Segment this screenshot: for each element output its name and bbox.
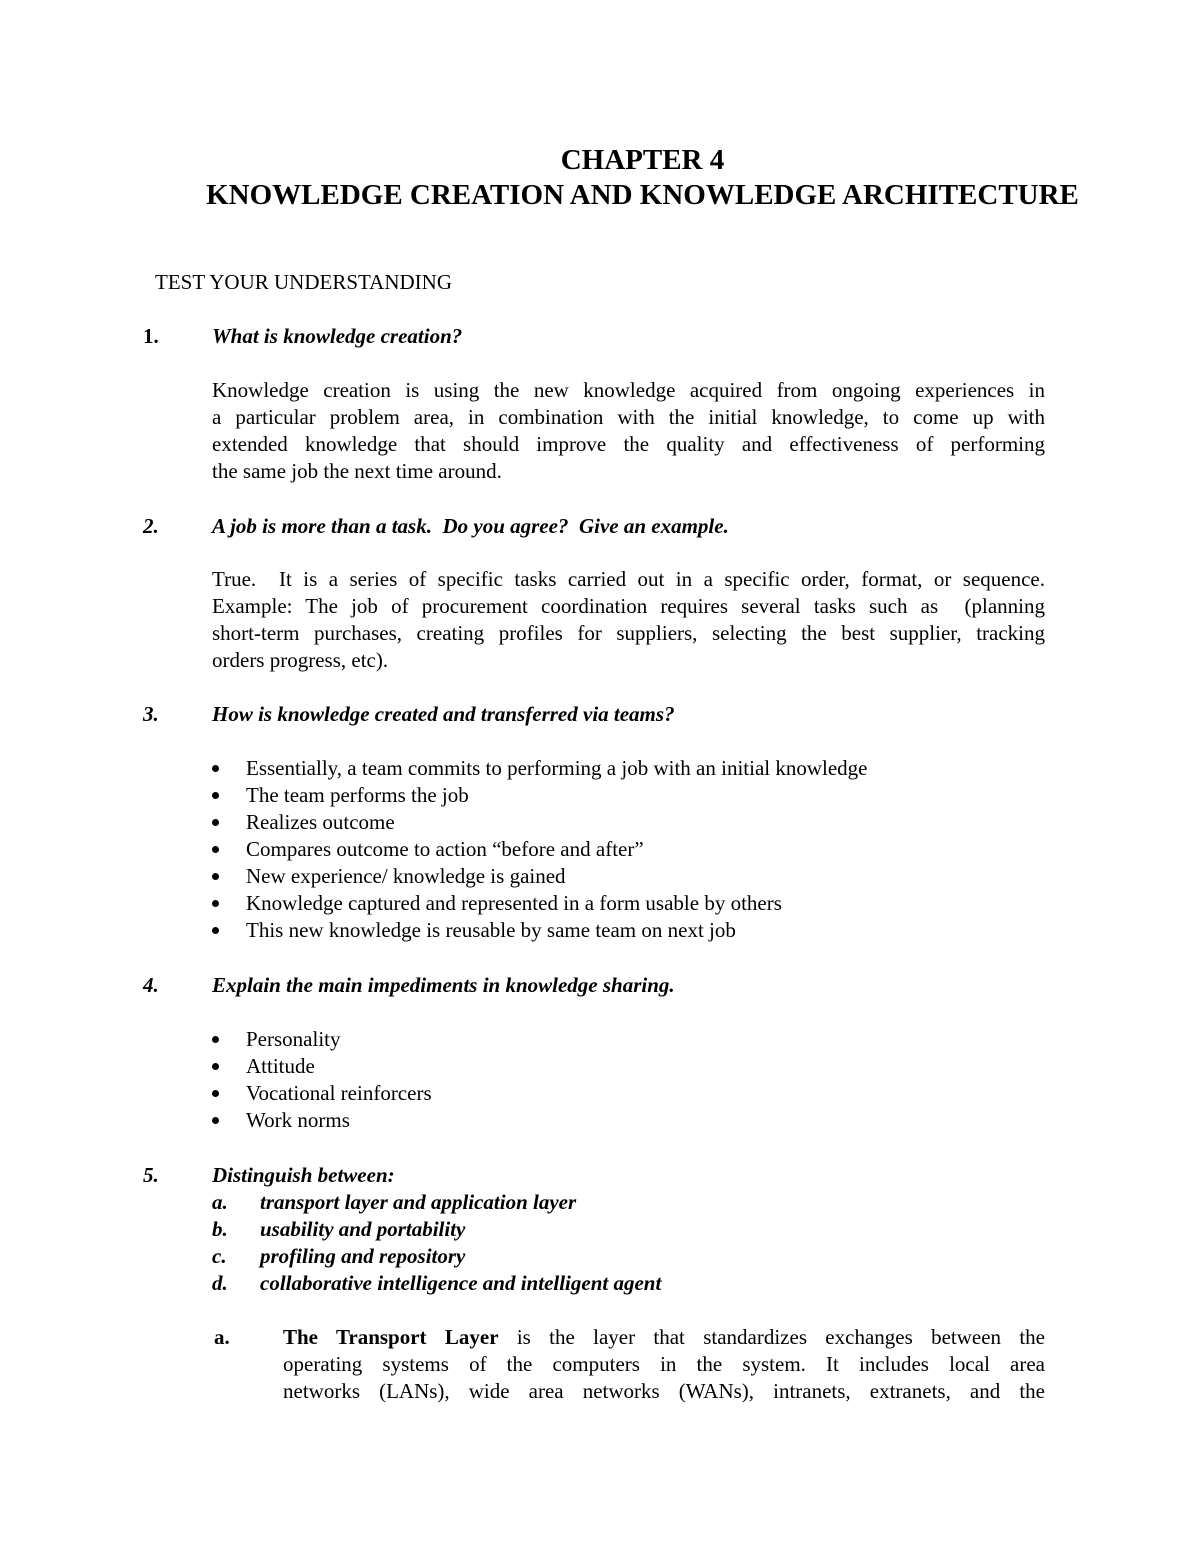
sub-item <box>212 1243 465 1269</box>
answer-line: operating systems of the computers in the system. It includes local area <box>283 1352 1045 1376</box>
bullet-text: Vocational reinforcers <box>246 1081 432 1105</box>
question-number: 2. <box>143 514 159 538</box>
bullet-icon <box>212 1090 219 1097</box>
answer-line <box>283 1324 1045 1350</box>
bullet-text: New experience/ knowledge is gained <box>246 864 566 888</box>
answer-letter: a. <box>214 1325 230 1349</box>
answer-line: Example: The job of procurement coordination requires several tasks such as (planning <box>212 594 1045 618</box>
bullet-icon <box>212 765 219 772</box>
question-number: 3. <box>143 702 159 726</box>
question-number: 1. <box>143 324 159 348</box>
bullet-icon <box>212 900 219 907</box>
answer-line: a particular problem area, in combination with the initial knowledge, to come up with <box>212 405 1045 429</box>
bullet-text: Realizes outcome <box>246 810 395 834</box>
bullet-icon <box>212 1036 219 1043</box>
answer-line: orders progress, etc). <box>212 648 389 672</box>
section-heading: TEST YOUR UNDERSTANDING <box>155 270 452 294</box>
bullet-icon <box>212 1117 219 1124</box>
bullet-text: Essentially, a team commits to performing a job with an initial knowledge <box>246 756 868 780</box>
answer-line: the same job the next time around. <box>212 459 502 483</box>
answer-line: short-term purchases, creating profiles for suppliers, selecting the best supplier, tracking <box>212 621 1045 645</box>
sub-item-text: profiling and repository <box>260 1244 466 1268</box>
bullet-text: Knowledge captured and represented in a form usable by others <box>246 891 782 915</box>
bullet-icon <box>212 819 219 826</box>
bullet-text: Attitude <box>246 1054 315 1078</box>
bullet-icon <box>212 927 219 934</box>
bullet-text: Personality <box>246 1027 341 1051</box>
answer-term: The Transport Layer <box>283 1325 499 1349</box>
sub-item-letter: c. <box>212 1244 227 1268</box>
question-number: 4. <box>143 973 159 997</box>
answer-line: networks (LANs), wide area networks (WANs), intranets, extranets, and the <box>283 1379 1045 1403</box>
bullet-text: Compares outcome to action “before and after” <box>246 837 644 861</box>
question-text: A job is more than a task. Do you agree? Give an example. <box>212 514 729 538</box>
answer-line: extended knowledge that should improve the quality and effectiveness of performing <box>212 432 1045 456</box>
sub-item <box>212 1189 576 1215</box>
bullet-text: This new knowledge is reusable by same team on next job <box>246 918 736 942</box>
sub-item <box>212 1216 465 1242</box>
bullet-text: Work norms <box>246 1108 350 1132</box>
answer-text: is the layer that standardizes exchanges between the <box>498 1325 1045 1349</box>
sub-item <box>212 1270 661 1296</box>
sub-item-text: usability and portability <box>260 1217 466 1241</box>
bullet-icon <box>212 792 219 799</box>
question-text: What is knowledge creation? <box>212 324 463 348</box>
sub-item-letter: b. <box>212 1217 228 1241</box>
bullet-icon <box>212 846 219 853</box>
sub-item-text: collaborative intelligence and intelligent agent <box>260 1271 662 1295</box>
bullet-text: The team performs the job <box>246 783 469 807</box>
question-number: 5. <box>143 1163 159 1187</box>
question-text: How is knowledge created and transferred via teams? <box>212 702 675 726</box>
question-text: Explain the main impediments in knowledge sharing. <box>212 973 675 997</box>
answer-line: Knowledge creation is using the new knowledge acquired from ongoing experiences in <box>212 378 1045 402</box>
sub-item-letter: d. <box>212 1271 228 1295</box>
chapter-title: KNOWLEDGE CREATION AND KNOWLEDGE ARCHITECTURE <box>206 179 1079 211</box>
chapter-number: CHAPTER 4 <box>560 144 725 176</box>
question-text: Distinguish between: <box>212 1163 395 1187</box>
sub-item-letter: a. <box>212 1190 228 1214</box>
sub-item-text: transport layer and application layer <box>260 1190 577 1214</box>
answer-line: True. It is a series of specific tasks carried out in a specific order, format, or sequence. <box>212 567 1045 591</box>
bullet-icon <box>212 1063 219 1070</box>
bullet-icon <box>212 873 219 880</box>
